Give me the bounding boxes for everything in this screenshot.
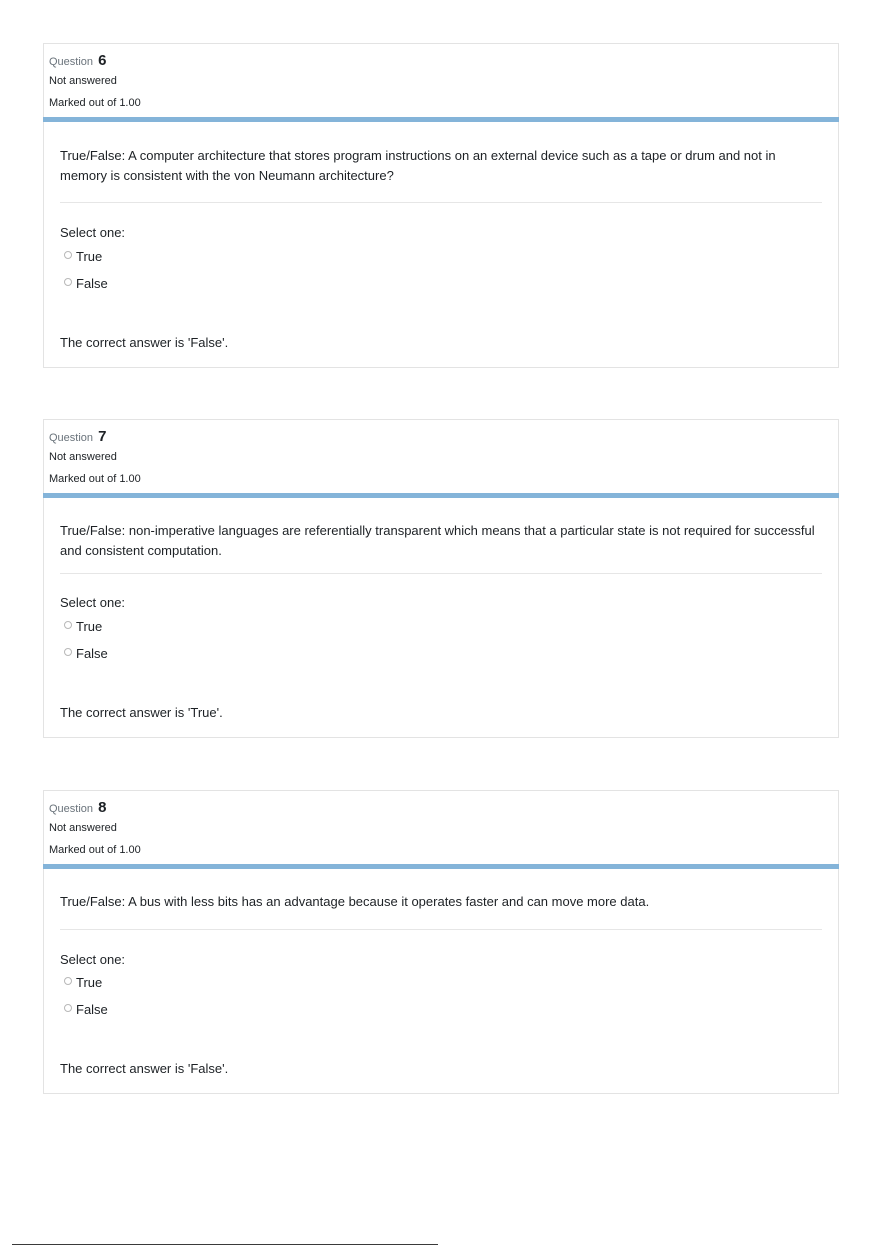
- radio-button[interactable]: [64, 1004, 72, 1012]
- option-false[interactable]: [64, 1002, 108, 1017]
- question-number: Question 6: [49, 52, 107, 69]
- question-separator: [60, 573, 822, 574]
- option-false[interactable]: [64, 276, 108, 291]
- question-text: True/False: A bus with less bits has an advantage because it operates faster and can move more data.: [60, 894, 650, 909]
- option-label: True: [76, 619, 103, 634]
- radio-button[interactable]: [64, 648, 72, 656]
- option-label: False: [76, 1002, 108, 1017]
- radio-button[interactable]: [64, 621, 72, 629]
- question-content: [43, 498, 839, 738]
- correct-answer-feedback: The correct answer is 'False'.: [60, 1061, 229, 1076]
- correct-answer-feedback: The correct answer is 'True'.: [60, 705, 223, 720]
- question-number: Question 7: [49, 428, 107, 445]
- question-separator: [60, 202, 822, 203]
- radio-button[interactable]: [64, 977, 72, 985]
- option-false[interactable]: [64, 646, 108, 661]
- question-info: [43, 419, 839, 493]
- select-one-prompt: Select one:: [60, 595, 126, 610]
- question-info: [43, 790, 839, 864]
- option-true[interactable]: [64, 619, 102, 634]
- footer-rule: [12, 1244, 438, 1245]
- question-card: [43, 43, 839, 368]
- question-state: Not answered: [49, 75, 117, 87]
- question-grade: Marked out of 1.00: [49, 97, 141, 109]
- option-label: False: [76, 276, 108, 291]
- correct-answer-feedback: The correct answer is 'False'.: [60, 335, 229, 350]
- select-one-prompt: Select one:: [60, 952, 126, 967]
- radio-button[interactable]: [64, 278, 72, 286]
- option-label: True: [76, 249, 103, 264]
- select-one-prompt: Select one:: [60, 225, 126, 240]
- question-text: True/False: non-imperative languages are referentially transparent which means that a particular state is not required for successful and consistent computation.: [60, 523, 815, 558]
- question-text: True/False: A computer architecture that stores program instructions on an external device such as a tape or drum and not in memory is consistent with the von Neumann architecture?: [60, 148, 776, 183]
- radio-button[interactable]: [64, 251, 72, 259]
- question-content: [43, 122, 839, 368]
- option-label: False: [76, 646, 108, 661]
- question-state: Not answered: [49, 451, 117, 463]
- question-content: [43, 869, 839, 1094]
- question-number: Question 8: [49, 799, 107, 816]
- question-card: [43, 419, 839, 738]
- option-label: True: [76, 975, 103, 990]
- question-card: [43, 790, 839, 1094]
- option-true[interactable]: [64, 975, 102, 990]
- question-grade: Marked out of 1.00: [49, 473, 141, 485]
- question-info: [43, 43, 839, 117]
- question-grade: Marked out of 1.00: [49, 844, 141, 856]
- question-separator: [60, 929, 822, 930]
- question-state: Not answered: [49, 822, 117, 834]
- option-true[interactable]: [64, 249, 102, 264]
